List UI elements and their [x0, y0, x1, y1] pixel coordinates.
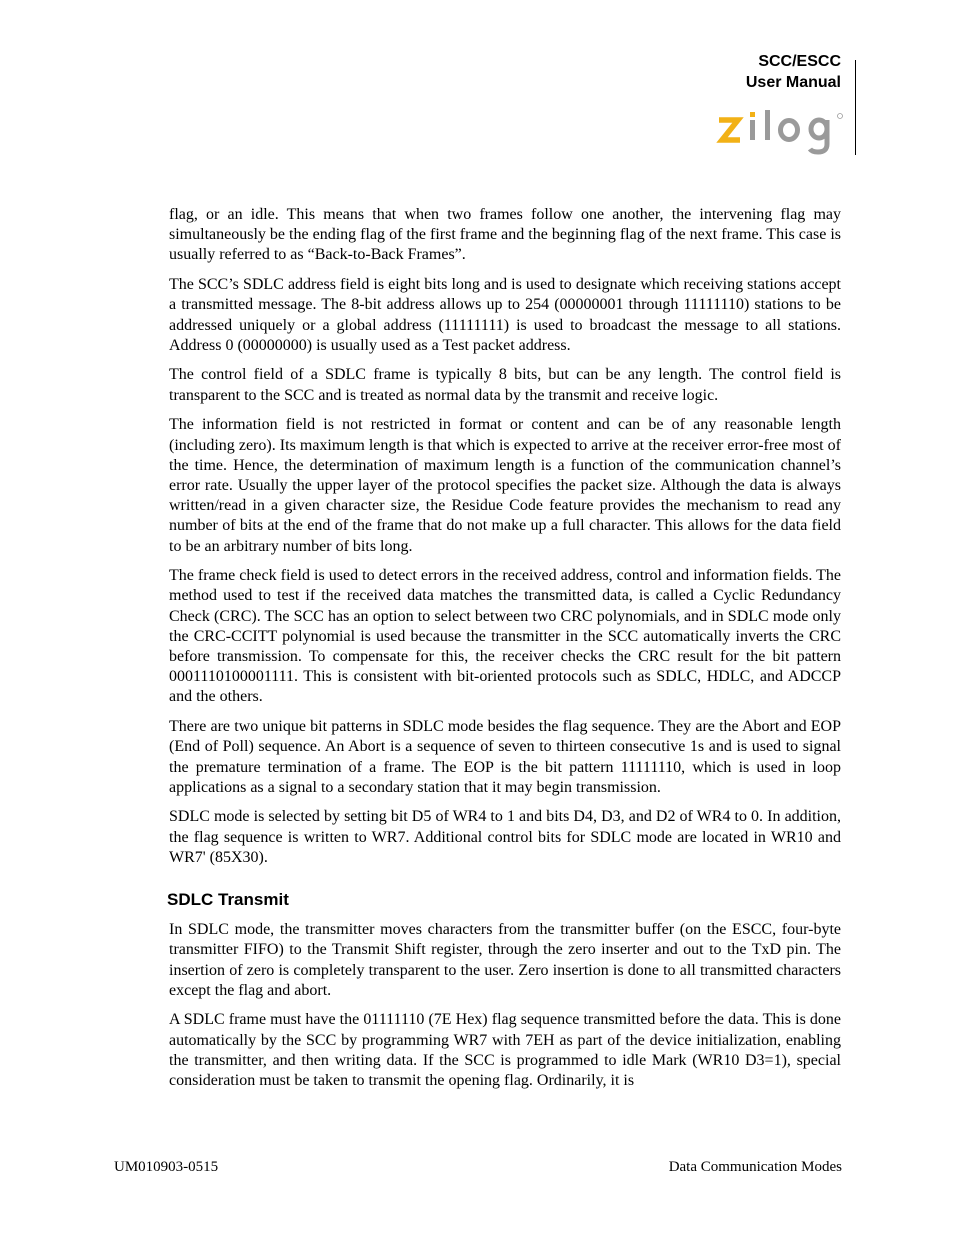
section-heading: SDLC Transmit — [167, 890, 289, 910]
paragraph: The SCC’s SDLC address field is eight bits long and is used to designate which receiving stations accept a transmitted message. The 8-bit address allows up to 254 (00000001 through 11111110) stations to be addressed uniquely or a global address (11111111) is used to broadcast the message to all stations. Address 0 (00000000) is usually used as a Test packet address. — [169, 276, 841, 354]
paragraph: The frame check field is used to detect errors in the received address, control and information fields. The method used to test if the received data matches the transmitted data, is called a Cyclic Redundancy Check (CRC). The SCC has an option to select between two CRC polynomials, and in SDLC mode only the CRC-CCITT polynomial is used because the transmitter in the SCC automatically inverts the CRC before transmission. To compensate for this, the receiver checks the CRC result for the bit pattern 0001110100001111. This is consistent with bit-oriented protocols such as SDLC, HDLC, and ADCCP and the others. — [169, 567, 841, 706]
paragraph: SDLC mode is selected by setting bit D5 of WR4 to 1 and bits D4, D3, and D2 of WR4 to 0. In addition, the flag sequence is written to WR7. Additional control bits for SDLC mode are located in WR10 and WR7' (85X30). — [169, 808, 841, 866]
header-title-line1: SCC/ESCC — [758, 53, 841, 70]
footer-section: Data Communication Modes — [668, 1159, 842, 1175]
document-header — [746, 51, 841, 93]
paragraph: A SDLC frame must have the 01111110 (7E Hex) flag sequence transmitted before the data. This is done automatically by the SCC by programming WR7 with 7EH as part of the device initialization, enabling the transmitter, and then writing data. If the SCC is programmed to idle Mark (WR10 D3=1), special consideration must be taken to transmit the opening flag. Ordinarily, it is — [169, 1011, 841, 1090]
logo-i-dot — [750, 112, 755, 117]
logo-i-stem — [750, 120, 755, 140]
paragraph: There are two unique bit patterns in SDLC mode besides the flag sequence. They are the Abort and EOP (End of Poll) sequence. An Abort is a sequence of seven to thirteen consecutive 1s and is used to signal the premature termination of a frame. The EOP is the bit pattern 11111110, which is used in loop applications as a signal to a secondary station that it may begin transmission. — [169, 718, 841, 796]
footer-doc-number: UM010903-0515 — [114, 1159, 219, 1175]
paragraph: The information field is not restricted in format or content and can be of any reasonable length (including zero). Its maximum length is that which is expected to arrive at the receiver error-free most of the time. Hence, the determination of maximum length is a function of the communication channel’s error rate. Usually the upper layer of the protocol specifies the packet size. Although the data is always written/read in a given character size, the Residue Code feature provides the mechanism to read any number of bits at the end of the frame that do not make up a full character. This allows for the data field to be an arbitrary number of bits long. — [169, 416, 841, 555]
paragraph: flag, or an idle. This means that when two frames follow one another, the intervening flag may simultaneously be the ending flag of the first frame and the beginning flag of the next frame. This case is usually referred to as “Back-to-Back Frames”. — [169, 206, 841, 264]
logo-z-glyph — [719, 120, 740, 140]
header-title-line2: User Manual — [745, 74, 841, 91]
paragraph: The control field of a SDLC frame is typically 8 bits, but can be any length. The control field is transparent to the SCC and is treated as normal data by the transmit and receive logic. — [169, 366, 841, 404]
zilog-logo — [716, 106, 846, 156]
logo-registered-mark — [838, 114, 843, 119]
header-divider — [855, 60, 856, 155]
logo-l-stem — [765, 110, 770, 140]
logo-o-glyph — [781, 121, 798, 140]
page-footer — [114, 1159, 842, 1176]
document-body — [169, 205, 841, 1101]
paragraph: In SDLC mode, the transmitter moves characters from the transmitter buffer (on the ESCC, four-byte transmitter FIFO) to the Transmit Shift register, through the zero inserter and out to the TxD pin. The insertion of zero is completely transparent to the user. Zero insertion is done to all transmitted characters except the flag and abort. — [169, 921, 841, 999]
